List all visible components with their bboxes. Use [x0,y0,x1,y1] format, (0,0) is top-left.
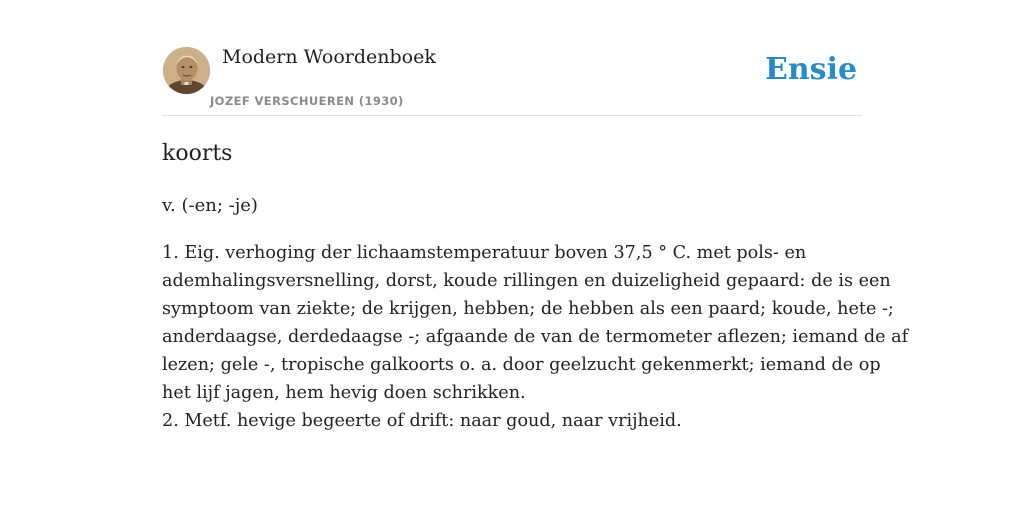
author-portrait-avatar [163,47,210,94]
ensie-logo-link[interactable]: Ensie [765,52,858,87]
dictionary-title[interactable]: Modern Woordenboek [222,46,436,68]
entry-grammar-info: v. (-en; -je) [162,195,258,216]
entry-headword: koorts [162,141,233,166]
definition-line: lezen; gele -, tropische galkoorts o. a. door geelzucht gekenmerkt; iemand de op [162,355,881,375]
definition-line: anderdaagse, derdedaagse -; afgaande de van de termometer aflezen; iemand de af [162,327,909,347]
entry-definition [162,239,909,435]
definition-line: symptoom van ziekte; de krijgen, hebben; de hebben als een paard; koude, hete -; [162,299,894,319]
author-name: JOZEF VERSCHUEREN (1930) [210,94,404,108]
definition-line: het lijf jagen, hem hevig doen schrikken. [162,383,526,403]
author-portrait-image [163,47,210,94]
definition-line: 1. Eig. verhoging der lichaamstemperatuur boven 37,5 ° C. met pols- en [162,243,807,263]
definition-line: ademhalingsversnelling, dorst, koude rillingen en duizeligheid gepaard: de is een [162,271,891,291]
header-divider [162,115,862,116]
definition-line: 2. Metf. hevige begeerte of drift: naar goud, naar vrijheid. [162,411,682,431]
